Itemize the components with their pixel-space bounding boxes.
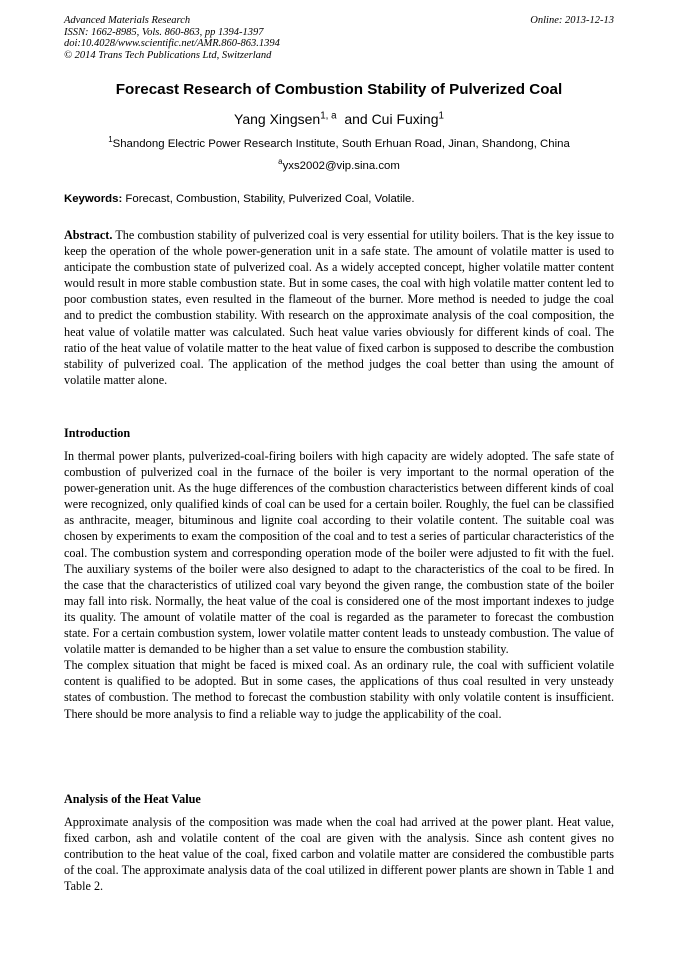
email-line [64,157,614,172]
email-address: yxs2002@vip.sina.com [282,160,400,172]
keywords [64,193,614,205]
journal-header [64,15,280,61]
affiliation-sup: 1 [108,135,113,145]
issn-line: ISSN: 1662-8985, Vols. 860-863, pp 1394-1397 [64,26,264,38]
heat-value-heading: Analysis of the Heat Value [64,792,201,806]
author-2-sup: 1 [438,110,444,122]
online-date: Online: 2013-12-13 [530,15,614,26]
affiliation-text: Shandong Electric Power Research Institute, South Erhuan Road, Jinan, Shandong, China [112,138,570,150]
paper-title: Forecast Research of Combustion Stability of Pulverized Coal [115,81,563,98]
keywords-text: Forecast, Combustion, Stability, Pulverized Coal, Volatile. [125,193,415,205]
copyright-line: © 2014 Trans Tech Publications Ltd, Switzerland [64,49,272,61]
heat-value-paragraph-1: Approximate analysis of the composition was made when the coal had arrived at the power plant. Heat value, fixed carbon, ash and volatile content of the coal are given with the analysis. Since ash content gives no contribution to the heat value of the coal, fixed carbon and volatile matter are considered the combustible parts of the coal. The approximate analysis data of the coal utilized in different power plants are shown in Table 1 and Table 2. [64,815,614,894]
author-and: and [344,111,368,127]
abstract [64,227,614,388]
author-1-sup: 1, a [320,110,337,122]
introduction-heading: Introduction [64,426,131,440]
abstract-text: The combustion stability of pulverized coal is very essential for utility boilers. That is the key issue to keep the operation of the whole power-generation unit in a safe state. The amount of volatile matter is used to anticipate the combustion state of pulverized coal. As a widely accepted concept, higher volatile matter content would result in more stable combustion state. But in some cases, the coal with high volatile matter content led to poor combustion states, even resulted in the flameout of the burner. More method is needed to judge the coal and to predict the combustion stability. With research on the approximate analysis of the coal composition, the heat value of volatile matter was calculated. Such heat value varies obviously for different kinds of coal. The ratio of the heat value of volatile matter to the heat value of fixed carbon is supposed to describe the combustion stability of pulverized coal. The application of the method judges the coal better than using the amount of volatile matter alone. [64,228,615,387]
doi-line: doi:10.4028/www.scientific.net/AMR.860-863.1394 [64,38,280,49]
introduction-paragraph-2: The complex situation that might be faced is mixed coal. As an ordinary rule, the coal with sufficient volatile content is qualified to be adopted. But in some cases, the applications of thus coal resulted in very unsteady states of combustion. The method to forecast the combustion stability with only volatile content is insufficient. There should be more analysis to find a reliable way to judge the applicability of the coal. [64,658,614,721]
abstract-label: Abstract. [64,228,113,242]
introduction-body [64,448,614,722]
author-1: Yang Xingsen [234,111,321,127]
email-sup: a [278,157,283,167]
introduction-paragraph-1: In thermal power plants, pulverized-coal-firing boilers with high capacity are widely adopted. The safe state of combustion of pulverized coal in the furnace of the boiler is very important to the normal operation of the power-generation unit. As the huge differences of the combustion characteristics between different kinds of coal were recognized, only qualified kinds of coal can be used for a certain boiler. Roughly, the fuel can be classified as anthracite, meager, bituminous and lignite coal according to their volatile content. The suitable coal was chosen by experiments to exam the composition of the coal and to test a series of particular characteristics of the coal. The combustion system and corresponding operation mode of the boiler were adjusted to fit with the fuel. The auxiliary systems of the boiler were also designed to adapt to the characteristics of the coal to be fired. In the case that the characteristics of utilized coal vary beyond the given range, the combustion state of the boiler may fall into risk. Normally, the heat value of the coal is considered one of the most important indexes to judge its quality. The amount of volatile matter of the coal is regarded as the parameter to forecast the combustion state. For a certain combustion system, lower volatile matter content leads to unsteady combustion. The value of volatile matter is demanded to be higher than a set value to ensure the combustion stability. [64,449,614,657]
author-line [64,111,614,127]
heat-value-body [64,814,614,894]
author-2: Cui Fuxing [371,111,439,127]
journal-name: Advanced Materials Research [64,15,191,26]
keywords-label: Keywords: [64,193,123,205]
affiliation [64,135,614,150]
